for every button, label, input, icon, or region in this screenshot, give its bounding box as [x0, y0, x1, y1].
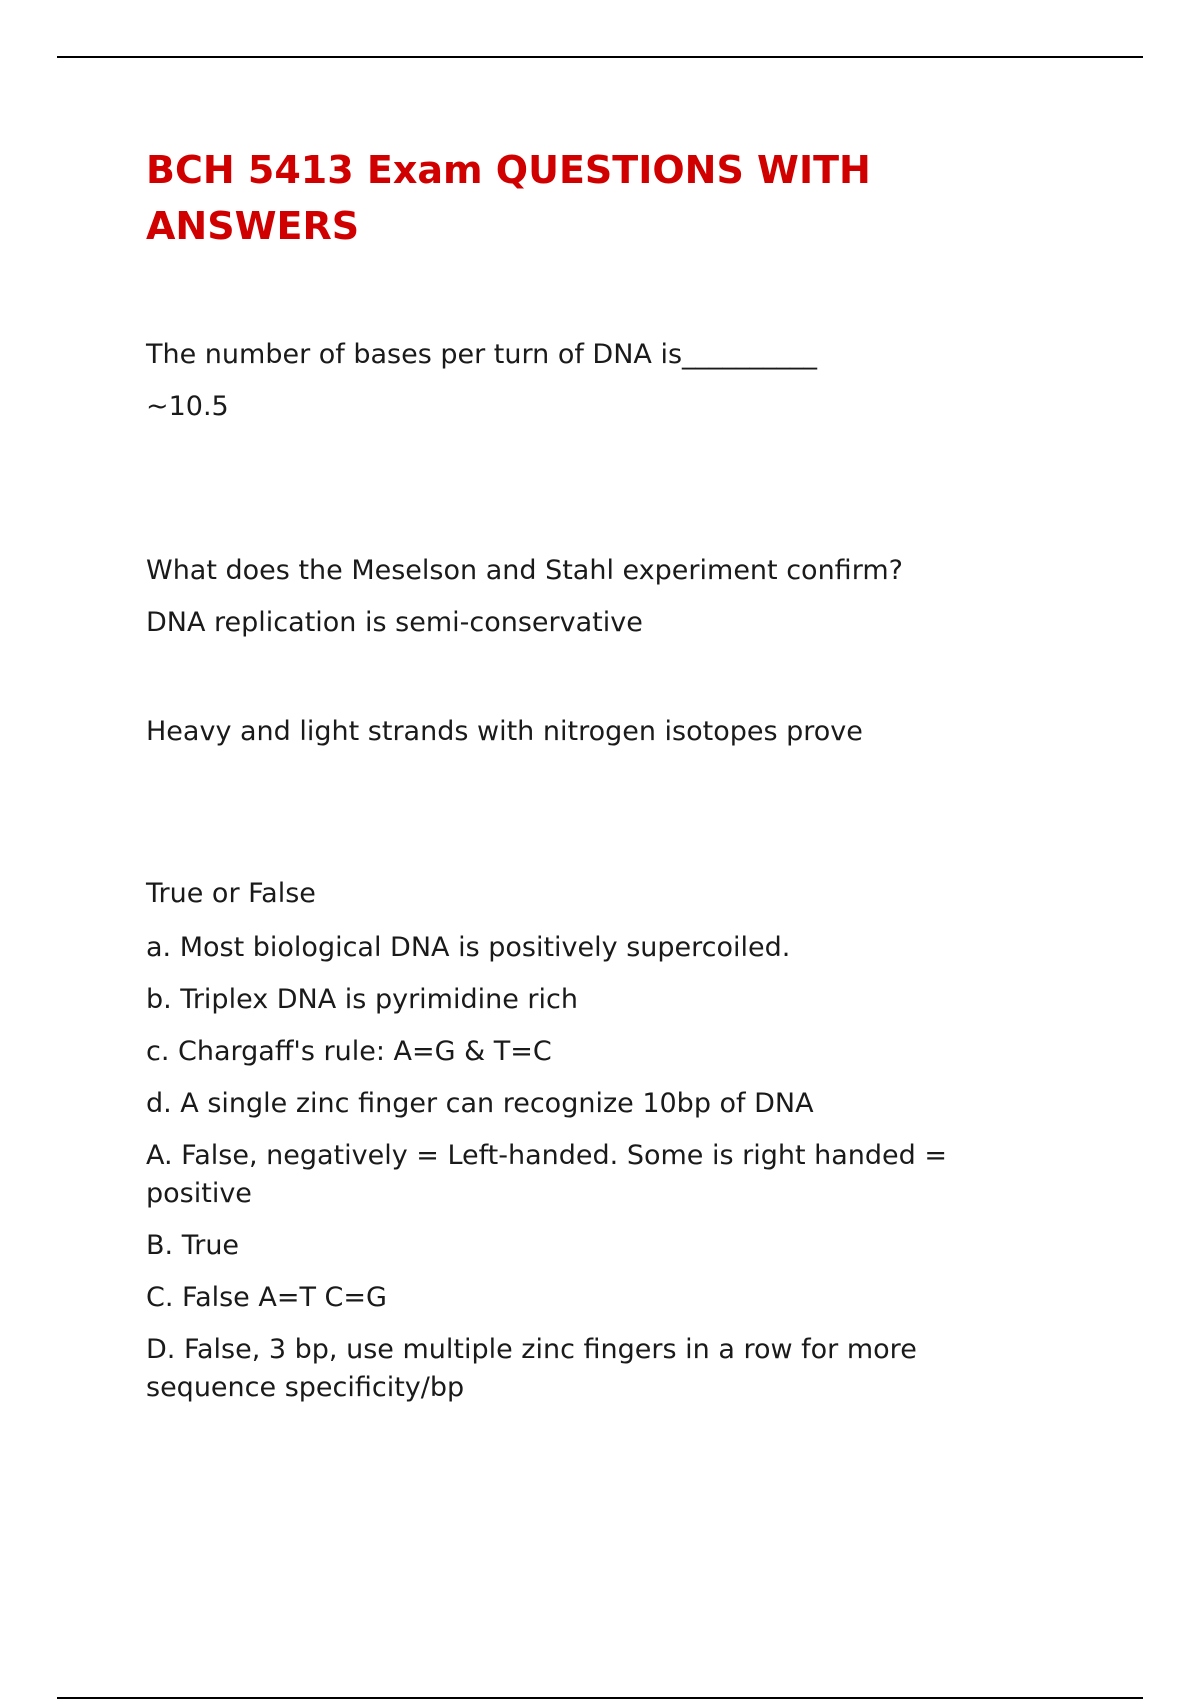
document-title: BCH 5413 Exam QUESTIONS WITH ANSWERS	[146, 148, 871, 248]
document-body	[146, 142, 1026, 1403]
answer-c: C. False A=T C=G	[146, 1282, 387, 1313]
answer-text: DNA replication is semi-conservative	[146, 607, 643, 638]
qa-block-bases-per-turn	[146, 336, 1026, 426]
question-text: What does the Meselson and Stahl experiment confirm?	[146, 555, 903, 586]
question-text: True or False	[146, 878, 316, 909]
qa-block-true-false	[146, 875, 1026, 1407]
answer-b: B. True	[146, 1230, 240, 1261]
answer-a: A. False, negatively = Left-handed. Some is right handed = positive	[146, 1140, 948, 1209]
answer-text: ~10.5	[146, 391, 229, 422]
question-text: Heavy and light strands with nitrogen isotopes prove	[146, 716, 863, 747]
question-text: The number of bases per turn of DNA is__________	[146, 339, 818, 370]
qa-block-nitrogen-isotopes	[146, 713, 1026, 751]
top-rule	[57, 56, 1143, 58]
qa-block-meselson-stahl	[146, 552, 1026, 642]
statement-d: d. A single zinc finger can recognize 10bp of DNA	[146, 1088, 814, 1119]
statement-a: a. Most biological DNA is positively supercoiled.	[146, 932, 791, 963]
statement-c: c. Chargaff's rule: A=G & T=C	[146, 1036, 552, 1067]
answer-d: D. False, 3 bp, use multiple zinc fingers in a row for more sequence specificity/bp	[146, 1334, 917, 1403]
statement-b: b. Triplex DNA is pyrimidine rich	[146, 984, 578, 1015]
bottom-rule	[57, 1697, 1143, 1699]
